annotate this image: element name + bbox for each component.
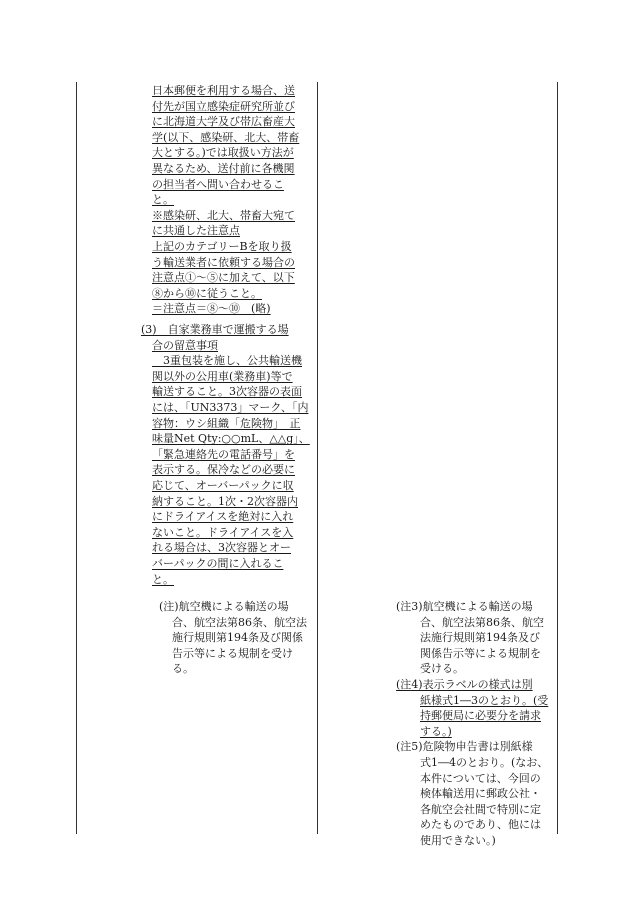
text-line: と。 [152, 572, 174, 586]
text-line: 「緊急連絡先の電話番号」を [152, 447, 295, 461]
note-3-line: 合、航空法第86条、航空 [420, 615, 544, 629]
text-line: 容物：ウシ組織「危険物」 正 [152, 416, 301, 430]
text-line: 上記のカテゴリーBを取り扱 [152, 239, 292, 253]
note-5-line: めたものであり、他には [420, 818, 541, 832]
text-line: ※感染研、北大、帯畜大宛て [152, 208, 295, 222]
note-4-line: 持郵便局に必要分を請求 [420, 709, 541, 723]
note-5-line: 検体輸送用に郵政公社・ [420, 787, 541, 801]
middle-column-note [159, 599, 311, 677]
text-line: の担当者へ問い合わせるこ [152, 177, 284, 191]
text-line: 日本郵便を利用する場合、送 [152, 84, 295, 97]
column-divider-left [76, 82, 77, 834]
text-line: 注意点①～⑤に加えて、以下 [152, 271, 295, 285]
text-line: には、「UN3373」マーク、「内 [152, 400, 309, 414]
note-3-line: (注3)航空機による輸送の場 [396, 600, 533, 613]
text-line: 付先が国立感染症研究所並び [152, 99, 295, 113]
note-3-line: 法施行規則第194条及び [420, 631, 540, 645]
column-divider-middle [317, 82, 318, 834]
section-3-title: (3) 自家業務車で運搬する場 [141, 323, 289, 336]
right-column-notes [396, 599, 554, 849]
text-line: 3重包装を施し、公共輸送機 [152, 354, 302, 368]
text-line: 合、航空法第86条、航空法 [172, 615, 307, 629]
text-line: う輸送業者に依頼する場合の [152, 255, 295, 269]
middle-column-section-3 [141, 322, 313, 587]
note-3-line: 関係告示等による規制を [420, 646, 541, 660]
text-line: 味量Net Qty:○○mL、△△g」、 [152, 432, 310, 446]
text-line: 施行規則第194条及び関係 [172, 631, 303, 645]
text-line: に北海道大学及び帯広畜産大 [152, 115, 295, 129]
text-line: る。 [172, 662, 194, 676]
text-line: バーパックの間に入れるこ [152, 556, 284, 570]
note-3-line: 受ける。 [420, 662, 464, 676]
section-3-title-cont: 合の留意事項 [152, 338, 218, 352]
text-line: 告示等による規制を受け [172, 646, 293, 660]
note-5-line: (注5)危険物申告書は別紙様 [396, 740, 533, 754]
text-line: 異なるため、送付前に各機関 [152, 161, 295, 175]
note-5-line: 本件については、今回の [420, 771, 541, 785]
text-line: と。 [152, 193, 174, 207]
text-line: れる場合は、3次容器とオー [152, 541, 291, 555]
note-4-line: 紙様式1―3のとおり。(受 [420, 693, 549, 707]
text-line: にドライアイスを絶対に入れ [152, 510, 294, 524]
note-4-line: (注4)表示ラベルの様式は別 [396, 677, 533, 691]
text-line: 表示する。保冷などの必要に [152, 463, 295, 477]
note-5-line: 使用できない。) [420, 833, 496, 847]
text-line: 学(以下、感染研、北大、帯畜 [152, 130, 300, 144]
text-line: 大とする。)では取扱い方法が [152, 146, 294, 160]
note-5-line: 式1―4のとおり。(なお、 [420, 755, 549, 769]
note-5-line: 各航空会社間で特別に定 [420, 802, 541, 816]
text-line: ないこと。ドライアイスを入 [152, 525, 294, 539]
text-line: 輸送すること。3次容器の表面 [152, 385, 302, 399]
text-line: (注)航空機による輸送の場 [159, 600, 289, 613]
text-line: ＝注意点＝⑧～⑩ (略) [152, 302, 271, 316]
middle-column-block-japan-post [152, 83, 312, 317]
text-line: 関以外の公用車(業務車)等で [152, 369, 293, 383]
text-line: に共通した注意点 [152, 224, 240, 238]
text-line: 納すること。1次・2次容器内 [152, 494, 298, 508]
column-divider-right [557, 82, 558, 834]
note-4-line: する。) [420, 724, 452, 738]
text-line: 応じて、オーバーパックに収 [152, 478, 294, 492]
text-line: ⑧から⑩に従うこと。 [152, 286, 262, 300]
